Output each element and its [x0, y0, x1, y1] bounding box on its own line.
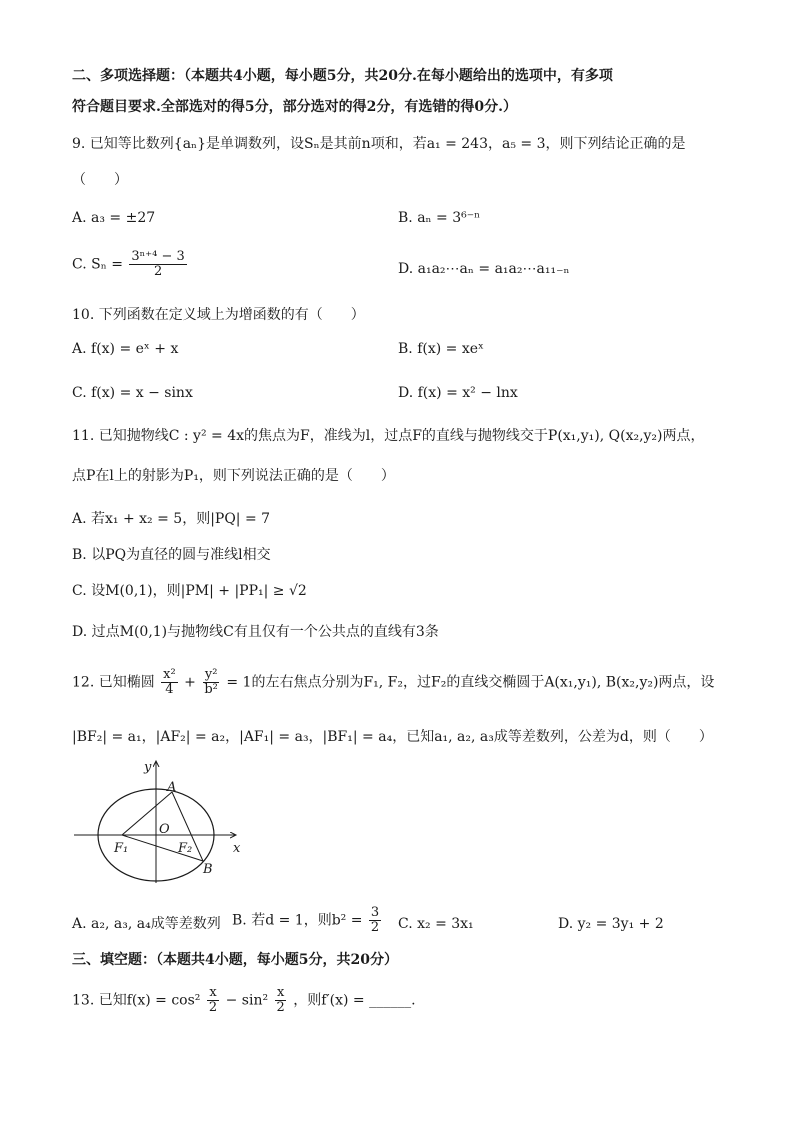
fraction-numerator: x: [209, 985, 217, 1000]
question-13-stem: [72, 986, 416, 1015]
q10-option-a: A. f(x) = eˣ + x: [72, 341, 179, 357]
fraction-numerator: x²: [163, 667, 176, 682]
section-heading-cont: 符合题目要求.全部选对的得5分，部分选对的得2分，有选错的得0分.）: [72, 99, 517, 115]
q10-option-b: B. f(x) = xeˣ: [398, 341, 484, 357]
question-11-stem-cont: 点P在l上的射影为P₁，则下列说法正确的是（ ）: [72, 468, 395, 484]
question-11-stem: 11. 已知抛物线C : y² = 4x的焦点为F，准线为l，过点F的直线与抛物线交于P(x₁,y₁), Q(x₂,y₂)两点，: [72, 428, 705, 444]
section-heading: 三、填空题：（本题共4小题，每小题5分，共20分）: [72, 952, 398, 968]
fraction-denominator: 4: [165, 682, 174, 697]
fraction-denominator: 2: [370, 920, 380, 935]
q13-fraction-1: [207, 986, 219, 1015]
q9-option-b: B. aₙ = 3⁶⁻ⁿ: [398, 210, 481, 226]
q9-option-c: [72, 250, 189, 279]
q13-mid: − sin²: [225, 992, 269, 1009]
ellipse-figure: [70, 755, 250, 885]
question-9-stem: 9. 已知等比数列{aₙ}是单调数列，设Sₙ是其前n项和，若a₁ = 243，a₅ = 3，则下列结论正确的是: [72, 136, 686, 152]
fraction-denominator: 2: [153, 264, 163, 279]
q12-fraction-x: [161, 668, 178, 697]
question-10-stem: 10. 下列函数在定义域上为增函数的有（ ）: [72, 307, 365, 323]
q9-option-c-fraction: [129, 250, 186, 279]
q9-option-c-label: C. Sₙ =: [72, 256, 123, 273]
q10-option-c: C. f(x) = x − sinx: [72, 385, 193, 401]
label-x: x: [233, 841, 241, 856]
q11-option-c: C. 设M(0,1)，则|PM| + |PP₁| ≥ √2: [72, 583, 307, 599]
q13-pre: 13. 已知f(x) = cos²: [72, 992, 201, 1009]
q10-option-d: D. f(x) = x² − lnx: [398, 385, 518, 401]
label-o: O: [159, 822, 170, 837]
q9-option-d: D. a₁a₂⋯aₙ = a₁a₂⋯a₁₁₋ₙ: [398, 261, 570, 277]
q12-fraction-y: [202, 668, 220, 697]
label-f1: F₁: [114, 841, 129, 856]
fraction-denominator: b²: [204, 682, 218, 697]
fraction-numerator: 3: [370, 905, 380, 920]
plus-sign: +: [184, 674, 196, 691]
label-y: y: [144, 760, 152, 775]
fraction-numerator: y²: [204, 667, 218, 682]
fraction-numerator: 3ⁿ⁺⁴ − 3: [131, 249, 185, 264]
q9-option-a: A. a₃ = ±27: [72, 210, 156, 226]
question-12-stem: [72, 668, 714, 697]
q11-option-d: D. 过点M(0,1)与抛物线C有且仅有一个公共点的直线有3条: [72, 624, 439, 640]
q12-option-a: A. a₂, a₃, a₄成等差数列: [72, 916, 221, 932]
section-heading: 二、多项选择题：（本题共4小题，每小题5分，共20分.在每小题给出的选项中，有多项: [72, 68, 613, 84]
q11-option-a: A. 若x₁ + x₂ = 5，则|PQ| = 7: [72, 511, 271, 527]
q13-fraction-2: [275, 986, 287, 1015]
q12-option-d: D. y₂ = 3y₁ + 2: [558, 916, 664, 932]
fraction-denominator: 2: [208, 1000, 218, 1015]
q12-stem-pre: 12. 已知椭圆: [72, 674, 155, 691]
label-a: A: [167, 780, 177, 795]
fraction-denominator: 2: [276, 1000, 285, 1015]
q13-post: ，则f′(x) = ______.: [293, 992, 416, 1009]
q12-option-b-label: B. 若d = 1，则b² =: [232, 912, 363, 929]
label-f2: F₂: [178, 841, 193, 856]
question-12-stem-cont: |BF₂| = a₁，|AF₂| = a₂，|AF₁| = a₃，|BF₁| = a₄，已知a₁, a₂, a₃成等差数列，公差为d，则（ ）: [72, 729, 713, 745]
fraction-numerator: x: [277, 985, 285, 1000]
question-9-paren: （ ）: [72, 172, 128, 188]
q12-option-b: [232, 906, 383, 935]
q11-option-b: B. 以PQ为直径的圆与准线l相交: [72, 547, 271, 563]
label-b: B: [203, 862, 213, 877]
q12-stem-post: = 1的左右焦点分别为F₁, F₂，过F₂的直线交椭圆于A(x₁,y₁), B(x₂,y₂)两点，设: [226, 674, 715, 691]
q12-option-c: C. x₂ = 3x₁: [398, 916, 474, 932]
q12-option-b-fraction: [369, 906, 381, 935]
